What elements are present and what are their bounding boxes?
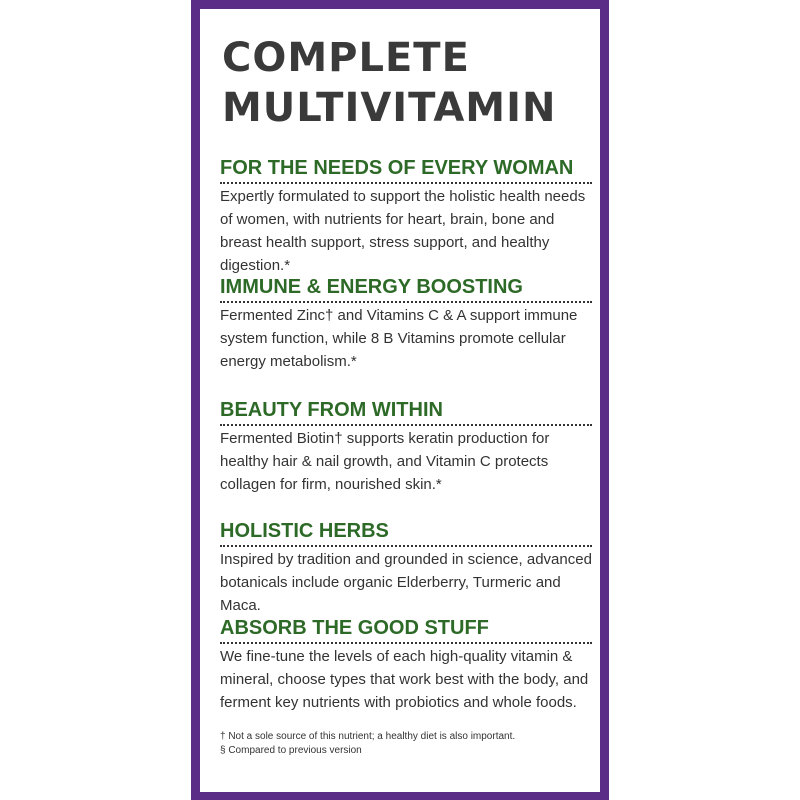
- title-line-2: MULTIVITAMIN: [222, 85, 557, 131]
- section-body: Fermented Biotin† supports keratin production for healthy hair & nail growth, and Vitamin C protects collagen for firm, nourished skin.*: [220, 430, 550, 493]
- section-absorb: [220, 615, 592, 714]
- section-heading: ABSORB THE GOOD STUFF: [220, 615, 592, 644]
- section-immune-energy: [220, 274, 592, 373]
- section-herbs: [220, 518, 592, 617]
- section-every-woman: [220, 155, 592, 277]
- section-body: Fermented Zinc† and Vitamins C & A support immune system function, while 8 B Vitamins promote cellular energy metabolism.*: [220, 307, 578, 370]
- section-heading: BEAUTY FROM WITHIN: [220, 397, 592, 426]
- section-heading: IMMUNE & ENERGY BOOSTING: [220, 274, 592, 303]
- section-heading: HOLISTIC HERBS: [220, 518, 592, 547]
- panel-content: [200, 9, 600, 792]
- footnote-section: § Compared to previous version: [220, 745, 362, 756]
- section-body: We fine-tune the levels of each high-quality vitamin & mineral, choose types that work best with the body, and ferment key nutrients with probiotics and whole foods.: [220, 648, 589, 711]
- section-body: Expertly formulated to support the holistic health needs of women, with nutrients for heart, brain, bone and breast health support, stress support, and healthy digestion.*: [220, 188, 586, 274]
- product-panel: [191, 0, 609, 800]
- section-body: Inspired by tradition and grounded in science, advanced botanicals include organic Elderberry, Turmeric and Maca.: [220, 551, 592, 614]
- footnote-dagger: † Not a sole source of this nutrient; a healthy diet is also important.: [220, 731, 516, 742]
- product-title: [222, 33, 556, 133]
- section-heading: FOR THE NEEDS OF EVERY WOMAN: [220, 155, 592, 184]
- footnotes: [220, 730, 592, 758]
- section-beauty: [220, 397, 592, 496]
- title-line-1: COMPLETE: [222, 35, 470, 81]
